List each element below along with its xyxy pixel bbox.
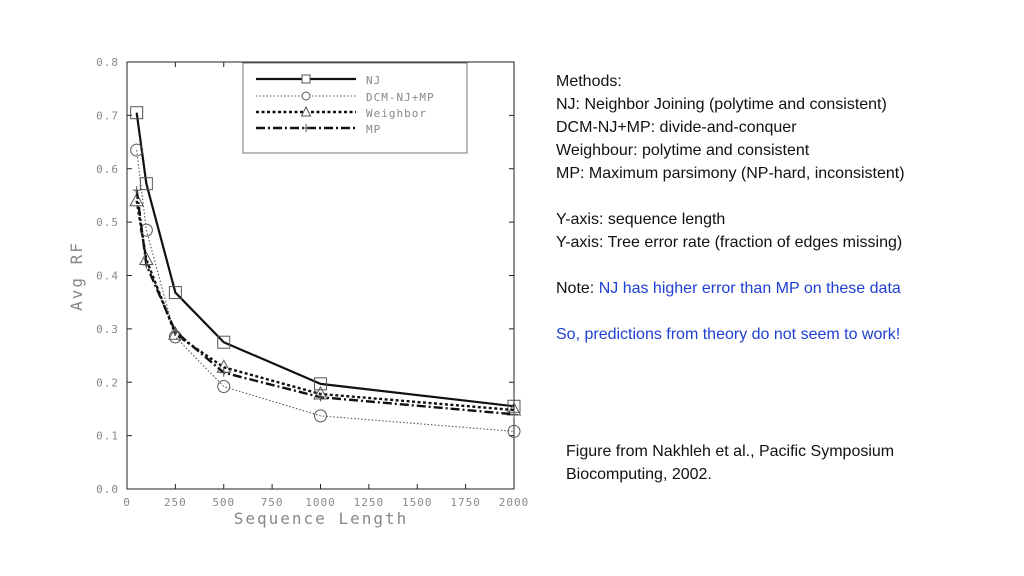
note-conclusion: So, predictions from theory do not seem to work! bbox=[556, 326, 901, 343]
x-tick-label: 1750 bbox=[450, 496, 481, 509]
y-tick-label: 0.0 bbox=[96, 483, 119, 496]
spacer bbox=[556, 254, 1016, 277]
note-highlight: NJ has higher error than MP on these data bbox=[598, 280, 901, 297]
x-tick-label: 1500 bbox=[402, 496, 433, 509]
x-tick-label: 250 bbox=[163, 496, 187, 509]
x-tick-label: 1000 bbox=[305, 496, 336, 509]
note-mp: MP: Maximum parsimony (NP-hard, inconsistent) bbox=[556, 165, 905, 182]
series-line bbox=[137, 113, 514, 407]
series-line bbox=[137, 190, 514, 414]
y-tick-label: 0.1 bbox=[96, 429, 119, 443]
methods-heading: Methods: bbox=[556, 73, 622, 90]
y-tick-label: 0.4 bbox=[96, 269, 119, 283]
note-yaxis-2: Y-axis: Tree error rate (fraction of edges missing) bbox=[556, 234, 903, 251]
figure-caption bbox=[566, 440, 996, 486]
legend-label-weighbor: Weighbor bbox=[366, 107, 427, 120]
x-axis-title: Sequence Length bbox=[233, 509, 409, 528]
legend-marker bbox=[302, 75, 310, 83]
note-weighbour: Weighbour: polytime and consistent bbox=[556, 142, 810, 159]
x-tick-label: 500 bbox=[212, 496, 236, 509]
note-nj: NJ: Neighbor Joining (polytime and consistent) bbox=[556, 96, 887, 113]
data-point bbox=[133, 186, 141, 194]
series-weighbor bbox=[130, 194, 520, 415]
data-point bbox=[218, 381, 230, 393]
x-tick-label: 2000 bbox=[498, 496, 530, 509]
legend-label-nj: NJ bbox=[366, 74, 382, 87]
y-tick-label: 0.2 bbox=[96, 376, 119, 390]
data-point bbox=[510, 410, 518, 418]
y-tick-label: 0.5 bbox=[96, 216, 119, 230]
legend-label-mp: MP bbox=[366, 123, 382, 136]
caption-line-1: Figure from Nakhleh et al., Pacific Symposium bbox=[566, 443, 895, 460]
methods-notes bbox=[556, 70, 1016, 346]
y-axis-title: Avg RF bbox=[67, 241, 86, 311]
legend-label-dcm-nj-mp: DCM-NJ+MP bbox=[366, 91, 435, 104]
x-tick-label: 750 bbox=[260, 496, 284, 509]
series-line bbox=[137, 201, 514, 410]
note-observation bbox=[556, 277, 1016, 300]
y-tick-label: 0.8 bbox=[96, 56, 119, 69]
x-tick-labels bbox=[123, 496, 529, 509]
y-tick-label: 0.3 bbox=[96, 322, 119, 336]
data-point bbox=[317, 393, 325, 401]
spacer bbox=[556, 300, 1016, 323]
y-tick-label: 0.6 bbox=[96, 162, 119, 176]
spacer bbox=[556, 185, 1016, 208]
x-tick-label: 1250 bbox=[353, 496, 385, 509]
y-tick-labels bbox=[96, 56, 119, 496]
legend bbox=[243, 63, 467, 153]
series-layer bbox=[130, 107, 520, 438]
legend-marker bbox=[302, 92, 310, 100]
y-tick-label: 0.7 bbox=[96, 109, 119, 123]
series-line bbox=[137, 150, 514, 431]
note-yaxis-1: Y-axis: sequence length bbox=[556, 211, 726, 228]
legend-box bbox=[243, 63, 467, 153]
note-dcm: DCM-NJ+MP: divide-and-conquer bbox=[556, 119, 797, 136]
note-prefix: Note: bbox=[556, 280, 599, 297]
x-tick-label: 0 bbox=[123, 496, 131, 509]
caption-line-2: Biocomputing, 2002. bbox=[566, 466, 712, 483]
